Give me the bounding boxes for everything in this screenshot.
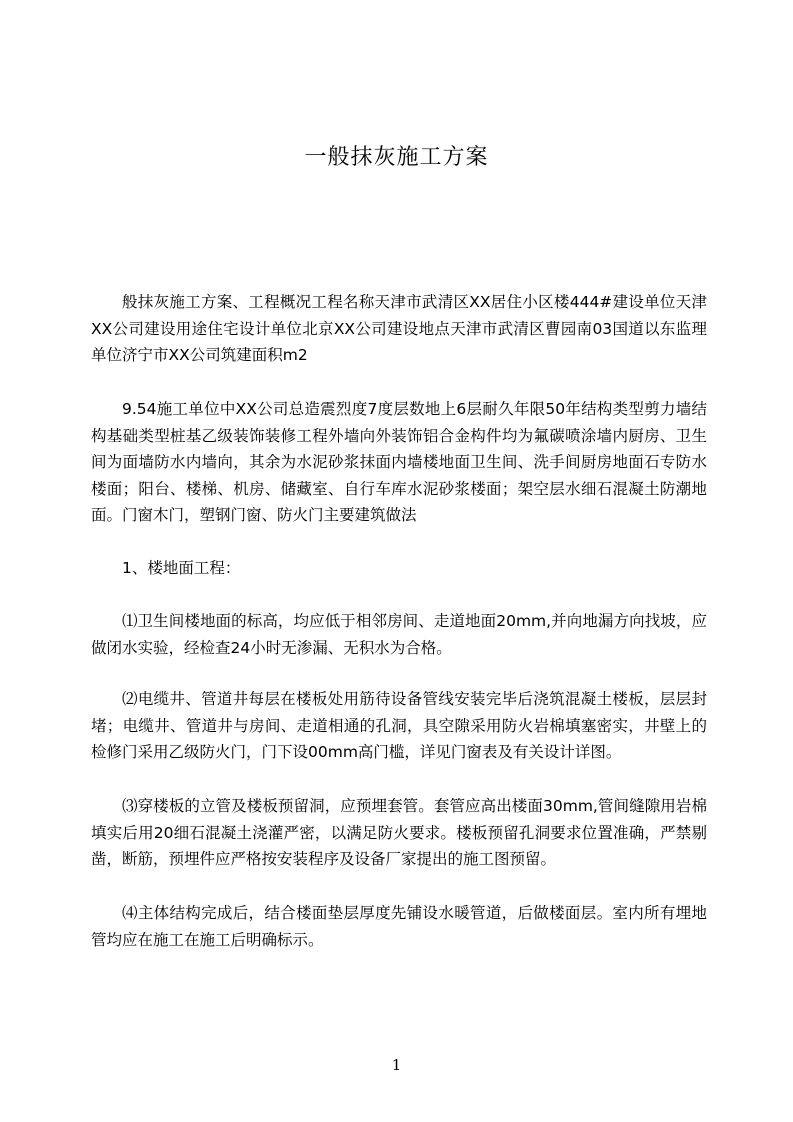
document-title: 一般抹灰施工方案 [304,145,489,170]
item-3-pipe-sleeves: ⑶穿楼板的立管及楼板预留洞，应预埋套管。套管应高出楼面30mm,管间缝隙用岩棉填实后用20细石混凝土浇灌严密，以满足防火要求。楼板预留孔洞要求位置准确，严禁剔凿，断筋，预埋件应严格按安装程序及设备厂家提出的施工图预留。 [91,797,707,868]
project-overview-paragraph: 般抹灰施工方案、工程概况工程名称天津市武清区XX居住小区楼444#建设单位天津XX公司建设用途住宅设计单位北京XX公司建设地点天津市武清区曹园南03国道以东监理单位济宁市XX公司筑建面积m2 [91,293,707,364]
section-heading-floor-works: 1、楼地面工程： [122,559,241,577]
page-number: 1 [391,1056,402,1074]
item-2-cable-shafts: ⑵电缆井、管道井每层在楼板处用筋待设备管线安装完毕后浇筑混凝土楼板，层层封堵；电缆井、管道井与房间、走道相通的孔洞，具空隙采用防火岩棉填塞密实，井壁上的检修门采用乙级防火门，门下设00mm高门槛，详见门窗表及有关设计详图。 [91,690,707,761]
construction-details-paragraph: 9.54施工单位中XX公司总造震烈度7度层数地上6层耐久年限50年结构类型剪力墙结构基础类型桩基乙级装饰装修工程外墙向外装饰铝合金构件均为氟碳喷涂墙内厨房、卫生间为面墙防水内墙向，其余为水泥砂浆抹面内墙楼地面卫生间、洗手间厨房地面石专防水楼面；阳台、楼梯、机房、储藏室、自行车库水泥砂浆楼面；架空层水细石混凝土防潮地面。门窗木门，塑钢门窗、防火门主要建筑做法 [91,400,707,524]
item-4-heating-pipes: ⑷主体结构完成后，结合楼面垫层厚度先铺设水暖管道，后做楼面层。室内所有埋地管均应在施工在施工后明确标示。 [91,904,707,949]
item-1-bathroom-floor: ⑴卫生间楼地面的标高，均应低于相邻房间、走道地面20mm,并向地漏方向找坡，应做闭水实验，经检查24小时无渗漏、无积水为合格。 [91,612,707,657]
